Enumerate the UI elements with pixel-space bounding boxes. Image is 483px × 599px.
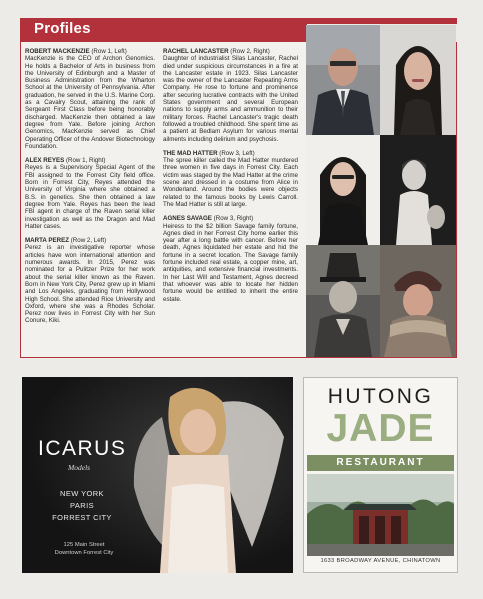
icarus-city: PARIS	[70, 501, 94, 510]
icarus-title: ICARUS	[38, 437, 127, 460]
profile-entry	[163, 48, 298, 143]
profile-position: (Row 3, Left)	[219, 149, 255, 157]
profiles-column-left	[25, 48, 155, 332]
profiles-header	[20, 18, 307, 42]
profile-entry	[25, 237, 155, 325]
profile-body: MacKenzie is the CEO of Archon Genomics. He holds a Bachelor of Arts in business from the University of Edinburgh and a Master of Business Administration from the Wharton School at the University of Pennsylvania. After graduation, he served in the U.S. Marine Corp. as a Cavalry Scout, attaining the rank of Sergeant First Class before being honorably discharged. MacKenzie then obtained a law degree from Yale. Before joining Archon Genomics, MacKenzie served as Chief Operating Officer of the Andover Biotechnology Foundation.	[25, 55, 155, 150]
icarus-address-line: Downtown Forrest City	[54, 550, 114, 556]
profile-entry	[163, 215, 298, 303]
profile-position: (Row 2, Right)	[230, 48, 270, 55]
profile-position: (Row 1, Right)	[65, 157, 106, 165]
profile-position: (Row 2, Left)	[70, 237, 107, 245]
jade-address: 1633 BROADWAY AVENUE, CHINATOWN	[320, 558, 441, 564]
jade-line2: JADE	[326, 407, 435, 450]
header-accent-bar	[307, 18, 457, 24]
profile-name: THE MAD HATTER	[163, 149, 218, 157]
profile-position: (Row 1, Left)	[91, 48, 127, 55]
profile-name: RACHEL LANCASTER	[163, 48, 229, 55]
profile-position: (Row 3, Right)	[213, 215, 254, 223]
profiles-column-right	[163, 48, 298, 310]
profile-name: ROBERT MACKENZIE	[25, 48, 90, 55]
profile-name: MARTA PEREZ	[25, 237, 69, 245]
portrait-marta-perez	[306, 135, 380, 245]
icarus-city: NEW YORK	[60, 489, 104, 498]
profile-name: AGNES SAVAGE	[163, 215, 212, 223]
profile-body: Reyes is a Supervisory Special Agent of the FBI assigned to the Forrest City field office. Born in Forrest City, Reyes attended the University of Virginia where she obtained a B.S. in genetics. She then obtained a law degree from Yale. Reyes has been the lead FBI agent in charge of the Raven serial killer investigation as well as the Dragon and Mad Hatter cases.	[25, 164, 155, 230]
profile-body: Perez is an investigative reporter whose articles have won international attention and numerous awards. In 2015, Perez was nominated for a Pulitzer Prize for her work about the serial killer known as the Raven. Born in New York City, Perez grew up in Miami and Los Angeles, graduating from Hollywood High School. She attended Rice University and Oxford, where she was a Rhodes Scholar. Perez now lives in Forrest City with her Sun Conure, Kiki.	[25, 244, 155, 325]
profile-body: Daughter of industrialist Silas Lancaster, Rachel died under suspicious circumstances in a fire at the Lancaster estate in 1923. Silas Lancaster was the owner of the Lancaster Repeating Arms Company. He rose to fortune and prominence after securing lucrative contracts with the United States government and several European nations to supply arms and ammunition to their military forces. Rachel Lancaster's tragic death followed a troubled childhood. She spent time as a patient at Bedlam Asylum for various mental ailments including delirium and psychosis.	[163, 55, 298, 143]
portrait-rachel-lancaster	[380, 135, 456, 245]
jade-band-text: RESTAURANT	[336, 457, 425, 468]
jade-line1: HUTONG	[327, 385, 434, 408]
restaurant-photo	[307, 474, 454, 556]
icarus-subtitle: Models	[68, 463, 91, 472]
profile-body: The spree killer called the Mad Hatter murdered three women in five days in Forrest City. Each victim was staged by the Mad Hatter at the crime scene and dressed in a costume from Alice in Wonderland. Around the bodies were objects related to the famous books by Lewis Carroll. The Mad Hatter is still at large.	[163, 157, 298, 208]
profile-body: Heiress to the $2 billion Savage family fortune, Agnes died in her Forrest City home earlier this year after a long battle with cancer. Before her death, Agnes liquidated her estate and hid the fortune in a secret location. The Savage family fortune included real estate, a copper mine, art, antiquities, and extensive financial investments. In her Last Will and Testament, Agnes decreed that whoever was able to locate her hidden fortune would be entitled to inherit the entire estate.	[163, 222, 298, 303]
profile-entry	[25, 48, 155, 150]
profile-entry	[163, 150, 298, 208]
icarus-city: FORREST CITY	[52, 513, 112, 522]
profile-name: ALEX REYES	[25, 157, 65, 165]
icarus-address-line: 125 Main Street	[63, 542, 105, 548]
portrait-alex-reyes	[380, 25, 456, 135]
portrait-mad-hatter	[306, 245, 380, 357]
portrait-agnes-savage	[380, 245, 456, 357]
profiles-title: Profiles	[34, 20, 91, 37]
profile-entry	[25, 157, 155, 230]
portrait-robert-mackenzie	[306, 25, 380, 135]
